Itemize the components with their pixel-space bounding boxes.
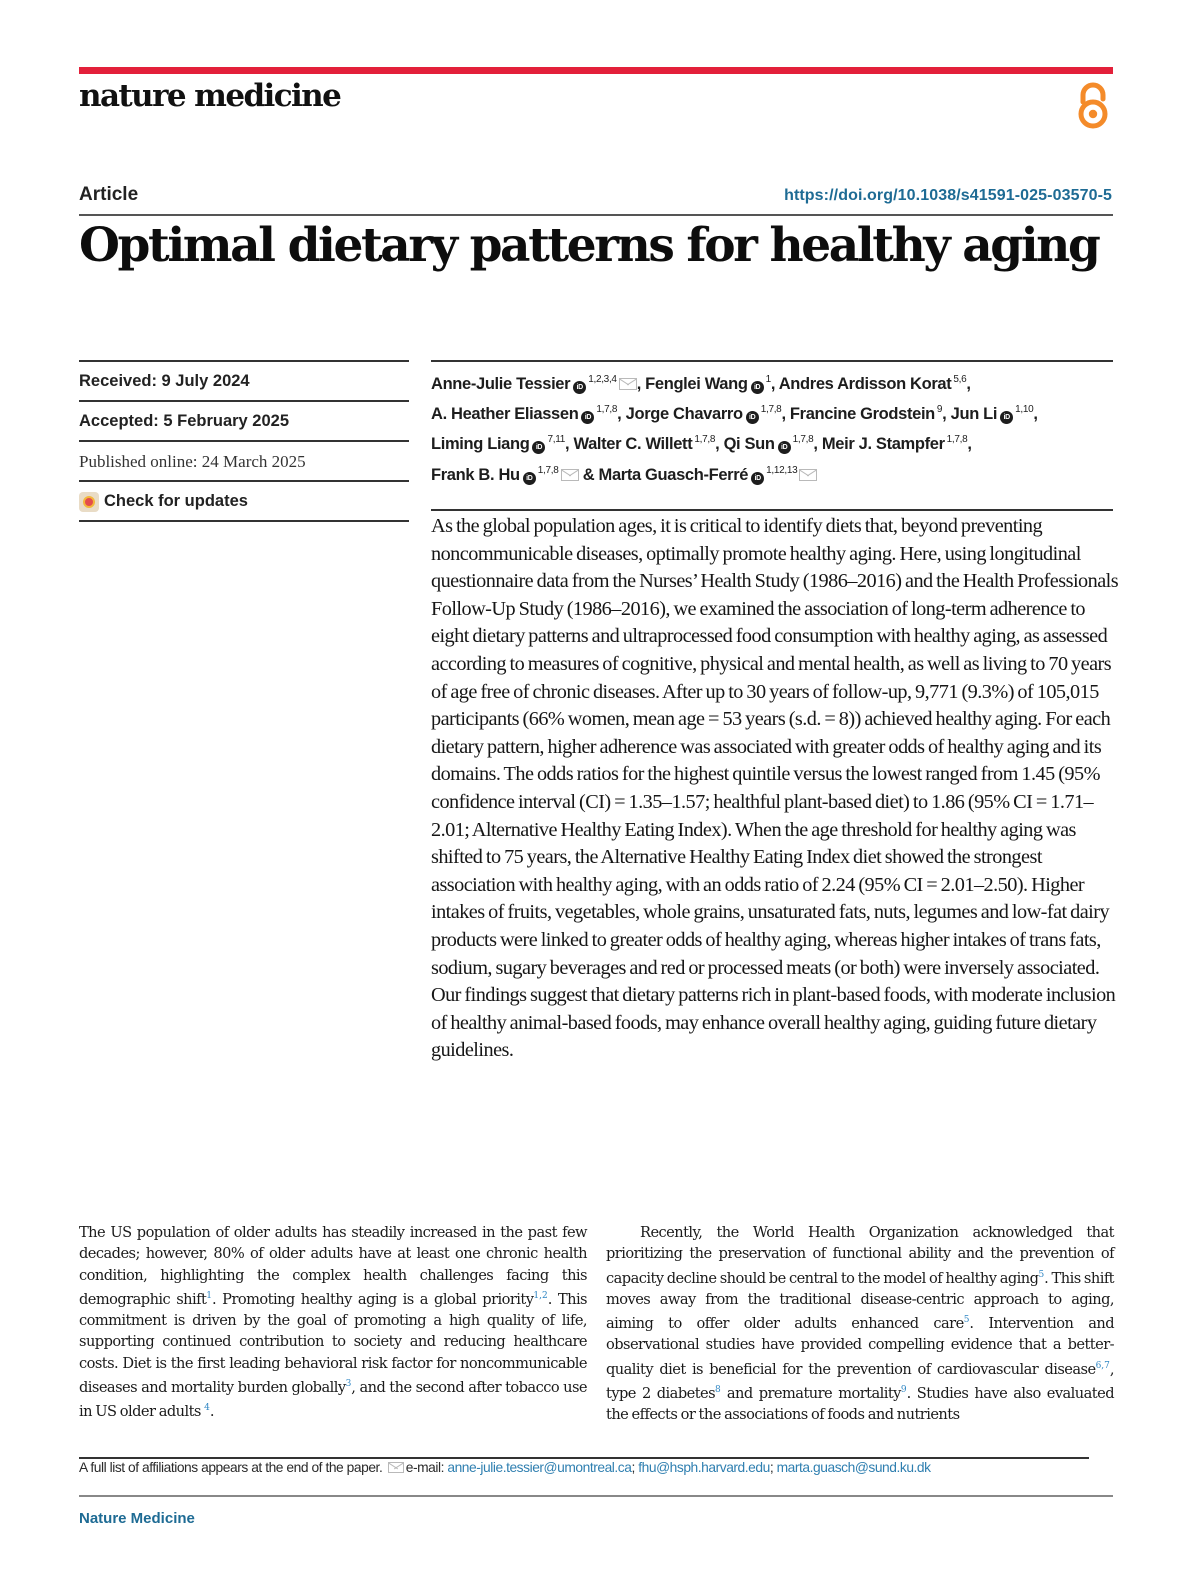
author-name: Jorge Chavarro — [625, 405, 743, 424]
author-name: Andres Ardisson Korat — [778, 375, 952, 393]
check-for-updates-label: Check for updates — [104, 492, 248, 511]
divider — [431, 509, 1113, 511]
orcid-icon[interactable]: iD — [751, 381, 764, 394]
check-for-updates-icon — [79, 492, 99, 512]
author-name: Francine Grodstein — [789, 405, 935, 424]
affiliation-numbers: 1 — [765, 374, 771, 385]
article-type-label: Article — [79, 184, 139, 205]
divider — [431, 360, 1113, 362]
author-name: A. Heather Eliassen — [431, 405, 579, 424]
author[interactable] — [626, 405, 782, 423]
orcid-icon[interactable]: iD — [778, 441, 791, 454]
email-link[interactable]: fhu@hsph.harvard.edu — [638, 1460, 770, 1475]
email-link[interactable]: anne-julie.tessier@umontreal.ca — [447, 1460, 632, 1475]
affiliation-numbers: 7,11 — [547, 434, 565, 446]
author-name: Walter C. Willett — [573, 435, 693, 454]
affiliation-note: A full list of affiliations appears at the end of the paper. — [79, 1460, 383, 1475]
author[interactable] — [790, 405, 942, 423]
mail-icon[interactable] — [619, 378, 637, 390]
author-name: Marta Guasch-Ferré — [598, 465, 749, 484]
affiliation-numbers: 1,7,8 — [694, 434, 716, 446]
citation-link[interactable]: 6,7 — [1095, 1360, 1110, 1371]
author[interactable] — [431, 466, 579, 484]
accepted-date: Accepted: 5 February 2025 — [79, 412, 290, 431]
body-text: . Promoting healthy aging is a global priority — [212, 1290, 534, 1308]
orcid-icon[interactable]: iD — [581, 411, 594, 424]
journal-footer-name[interactable]: Nature Medicine — [79, 1510, 195, 1527]
affiliation-numbers: 1,7,8 — [946, 434, 968, 446]
affiliation-numbers: 1,10 — [1015, 404, 1034, 416]
received-date: Received: 9 July 2024 — [79, 372, 250, 391]
affiliation-footnote — [79, 1460, 1119, 1475]
orcid-icon[interactable]: iD — [746, 411, 759, 424]
body-text: The US population of older adults has steadily increased in the past few decades; however, 80% of older adults have at least one chronic health condition, highlighting the complex health challenges facing this demographic shift — [79, 1224, 587, 1308]
divider — [79, 214, 1113, 216]
body-column-right — [606, 1222, 1114, 1426]
citation-link[interactable]: 1,2 — [533, 1290, 548, 1301]
citation-link[interactable]: 3 — [345, 1379, 352, 1390]
doi-link[interactable]: https://doi.org/10.1038/s41591-025-03570-5 — [784, 187, 1112, 204]
author-name: Anne-Julie Tessier — [431, 375, 571, 393]
author[interactable] — [431, 435, 565, 453]
author[interactable] — [599, 466, 818, 484]
author[interactable] — [724, 435, 814, 453]
citation-link[interactable]: 4 — [204, 1403, 210, 1414]
check-for-updates-button[interactable] — [79, 482, 409, 521]
affiliation-numbers: 1,7,8 — [792, 434, 814, 446]
body-text: . Studies have also evaluated the effects or the associations of foods and nutrients — [606, 1385, 1114, 1424]
author-name: Meir J. Stampfer — [821, 435, 945, 454]
author-name: Liming Liang — [431, 435, 530, 454]
divider — [79, 1457, 1089, 1459]
divider — [79, 520, 409, 522]
email-link[interactable]: marta.guasch@sund.ku.dk — [776, 1460, 931, 1475]
journal-brand-bar — [79, 67, 1113, 74]
mail-icon — [388, 1462, 404, 1473]
author-name: Frank B. Hu — [431, 465, 520, 484]
published-date: Published online: 24 March 2025 — [79, 451, 306, 471]
author[interactable] — [431, 405, 617, 423]
author[interactable] — [573, 435, 715, 453]
citation-link[interactable]: 5 — [963, 1315, 970, 1326]
body-column-left — [79, 1222, 587, 1423]
affiliation-numbers: 1,7,8 — [596, 404, 618, 416]
email-label: e-mail: — [405, 1460, 448, 1475]
affiliation-numbers: 1,7,8 — [537, 464, 559, 476]
author[interactable] — [822, 435, 968, 453]
citation-link[interactable]: 8 — [715, 1385, 721, 1396]
citation-link[interactable]: 9 — [900, 1385, 907, 1396]
author-name: Qi Sun — [723, 435, 775, 454]
citation-link[interactable]: 1 — [206, 1290, 213, 1301]
abstract: As the global population ages, it is critical to identify diets that, beyond preventing noncommunicable diseases, optimally promote healthy aging. Here, using longitudinal questionnaire data from the Nurses’ Health Study (1986–2016) and the Health Professionals Follow-Up Study (1986–2016), we examined the association of long-term adherence to eight dietary patterns and ultraprocessed food consumption with healthy aging, as assessed according to measures of cognitive, physical and mental health, as well as living to 70 years of age free of chronic diseases. After up to 30 years of follow-up, 9,771 (9.3%) of 105,015 participants (66% women, mean age = 53 years (s.d. = 8)) achieved healthy aging. For each dietary pattern, higher adherence was associated with greater odds of healthy aging and its domains. The odds ratios for the highest quintile versus the lowest ranged from 1.45 (95% confidence interval (CI) = 1.35–1.57; healthful plant-based diet) to 1.86 (95% CI = 1.71–2.01; Alternative Healthy Eating Index). When the age threshold for healthy aging was shifted to 75 years, the Alternative Healthy Eating Index diet showed the strongest association with healthy aging, with an odds ratio of 2.24 (95% CI = 2.01–2.50). Higher intakes of fruits, vegetables, whole grains, unsaturated fats, nuts, legumes and low-fat dairy products were linked to greater odds of healthy aging, whereas higher intakes of trans fats, sodium, sugary beverages and red or processed meats (or both) were inversely associated. Our findings suggest that dietary patterns rich in plant-based foods, with moderate inclusion of healthy animal-based foods, may enhance overall healthy aging, guiding future dietary guidelines. — [431, 515, 1119, 1062]
mail-icon[interactable] — [561, 469, 579, 481]
affiliation-numbers: 1,2,3,4 — [588, 374, 617, 385]
email-list: anne-julie.tessier@umontreal.ca; fhu@hsph.harvard.edu; marta.guasch@sund.ku.dk — [447, 1460, 931, 1475]
author-list: Anne-Julie Tessier iD$^{1,2,3,4}$ , Fenglei Wang iD$^1$, Andres Ardisson Korat $^{5,6}$, A. Heather Eliassen iD$^{1,7,8}$, Jorge Chavarro iD$^{1,7,8}$, Francine Grodstein $^9$, Jun Li iD$^{1,10}$, Liming Liang iD$^{7,11}$, Walter C. Willett $^{1,7,8}$, Qi Sun iD$^{1,7,8}$, Meir J. Stampfer $^{1,7,8}$, Frank B. Hu iD$^{1,7,8}$ & Marta Guasch-Ferré iD$^{1,12,13}$ — [431, 374, 1038, 484]
orcid-icon[interactable]: iD — [532, 441, 545, 454]
affiliation-numbers: 1,12,13 — [766, 464, 798, 476]
citation-link[interactable]: 5 — [1038, 1269, 1045, 1280]
body-text: . Intervention and observational studies have provided compelling evidence that a better-quality diet is beneficial for the prevention of cardiovascular disease — [606, 1315, 1114, 1378]
body-text: Recently, the World Health Organization acknowledged that prioritizing the preservation of functional ability and the prevention of capacity decline should be central to the model of healthy aging — [606, 1224, 1114, 1287]
author-name: Jun Li — [950, 405, 998, 424]
orcid-icon[interactable]: iD — [1000, 411, 1013, 424]
mail-icon[interactable] — [799, 469, 817, 481]
body-text: and premature mortality — [720, 1385, 901, 1403]
affiliation-numbers: 1,7,8 — [760, 404, 782, 416]
body-text: , and the second after tobacco use in US older adults — [79, 1379, 587, 1421]
orcid-icon[interactable]: iD — [751, 472, 764, 485]
affiliation-numbers: 5,6 — [953, 374, 967, 385]
author-name: Fenglei Wang — [645, 375, 748, 393]
orcid-icon[interactable]: iD — [573, 381, 586, 394]
affiliation-numbers: 9 — [936, 404, 943, 416]
author[interactable] — [779, 375, 967, 393]
journal-logo[interactable]: nature medicine — [79, 78, 341, 114]
divider — [79, 1495, 1113, 1497]
article-title: Optimal dietary patterns for healthy aging — [79, 218, 1099, 273]
author[interactable] — [645, 375, 771, 393]
body-text: , type 2 diabetes — [606, 1360, 1114, 1403]
author[interactable] — [951, 405, 1034, 423]
body-text: . — [209, 1403, 214, 1421]
orcid-icon[interactable]: iD — [523, 472, 536, 485]
open-access-lock-icon — [1074, 80, 1112, 130]
publication-dates — [79, 360, 409, 522]
body-text: . This commitment is driven by the goal of promoting a high quality of life, supporting continued contribution to society and reducing healthcare costs. Diet is the first leading behavioral risk factor for noncommunicable diseases and mortality burden globally — [79, 1290, 587, 1397]
author[interactable] — [431, 375, 637, 393]
body-text: . This shift moves away from the traditional disease-centric approach to aging, aiming to offer older adults enhanced care — [606, 1269, 1115, 1333]
